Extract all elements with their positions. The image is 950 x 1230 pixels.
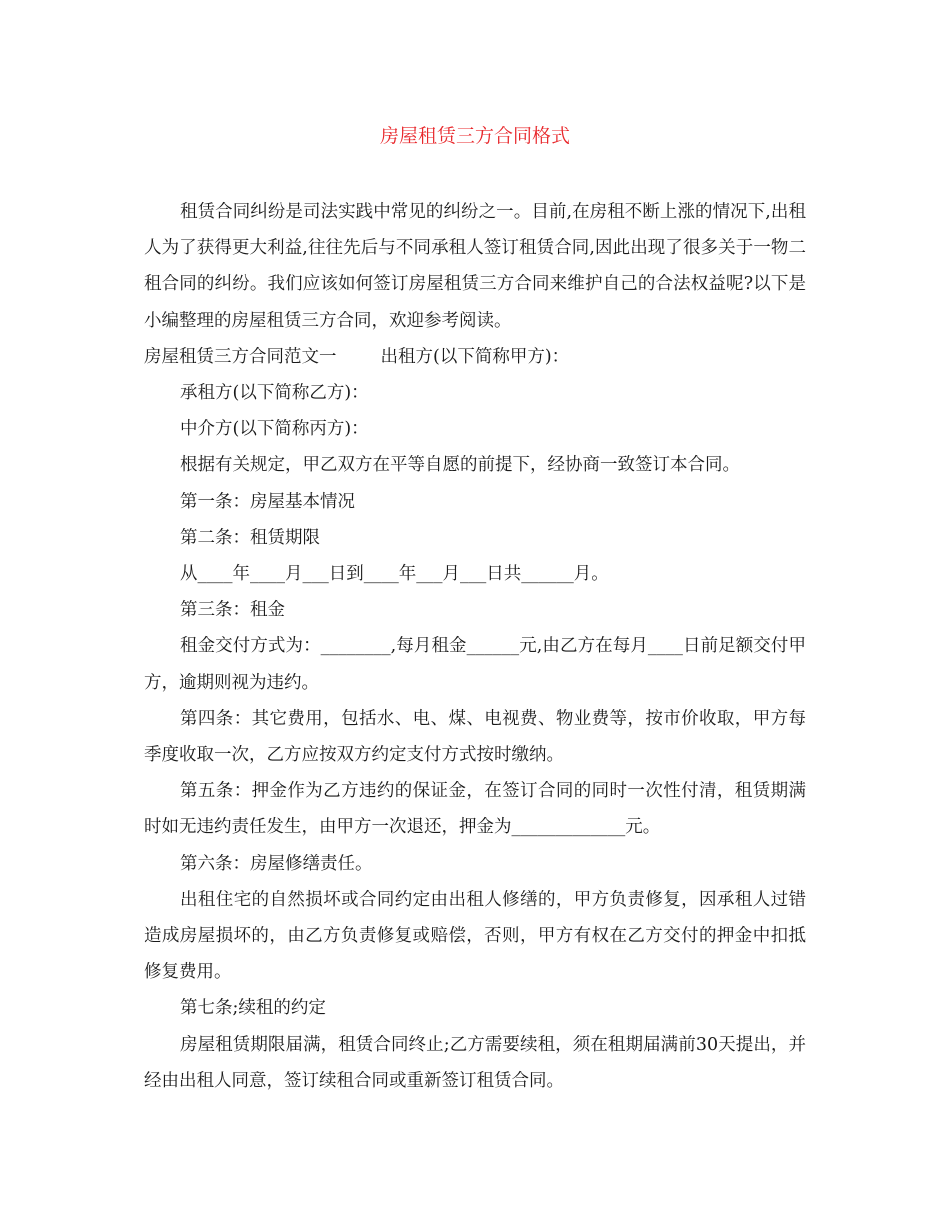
article-2-text: 从____年____月___日到____年___月___日共______月。 (180, 564, 609, 585)
document-title: 房屋租赁三方合同格式 (379, 125, 570, 147)
preamble-paragraph: 根据有关规定，甲乙双方在平等自愿的前提下，经协商一致签订本合同。 (180, 455, 740, 476)
article-6-text: 出租住宅的自然损坏或合同约定由出租人修缮的，甲方负责修复，因承租人过错造成房屋损坏的，由乙方负责修复或赔偿，否则，甲方有权在乙方交付的押金中扣抵修复费用。 (144, 889, 806, 983)
article-7-text: 房屋租赁期限届满，租赁合同终止;乙方需要续租，须在租期届满前30天提出，并经由出租人同意，签订续租合同或重新签订租赁合同。 (144, 1034, 806, 1091)
article-5-paragraph: 第五条：押金作为乙方违约的保证金，在签订合同的同时一次性付清，租赁期满时如无违约责任发生，由甲方一次退还，押金为_____________元。 (144, 781, 806, 838)
party-a-line: 出租方(以下简称甲方)： (380, 346, 570, 367)
article-3-title: 第三条：租金 (180, 600, 285, 621)
article-2-title: 第二条：租赁期限 (180, 527, 320, 548)
article-6-title: 第六条：房屋修缮责任。 (180, 853, 373, 874)
party-b-line: 承租方(以下简称乙方)： (180, 383, 369, 404)
article-3-text: 租金交付方式为：________,每月租金______元,由乙方在每月____日前足额交付甲方，逾期则视为违约。 (144, 636, 806, 693)
article-4-paragraph: 第四条：其它费用，包括水、电、煤、电视费、物业费等，按市价收取，甲方每季度收取一次，乙方应按双方约定支付方式按时缴纳。 (144, 708, 806, 766)
sample-heading-line (144, 339, 806, 375)
article-1-title: 第一条：房屋基本情况 (180, 491, 355, 512)
sample-title: 房屋租赁三方合同范文一 (144, 346, 337, 367)
article-7-title: 第七条;续租的约定 (180, 998, 326, 1019)
party-c-line: 中介方(以下简称丙方)： (180, 419, 369, 440)
document-body (144, 194, 806, 1099)
intro-paragraph: 租赁合同纠纷是司法实践中常见的纠纷之一。目前,在房租不断上涨的情况下,出租人为了获得更大利益,往往先后与不同承租人签订租赁合同,因此出现了很多关于一物二租合同的纠纷。我们应该如何签订房屋租赁三方合同来维护自己的合法权益呢?以下是小编整理的房屋租赁三方合同，欢迎参考阅读。 (144, 202, 806, 331)
